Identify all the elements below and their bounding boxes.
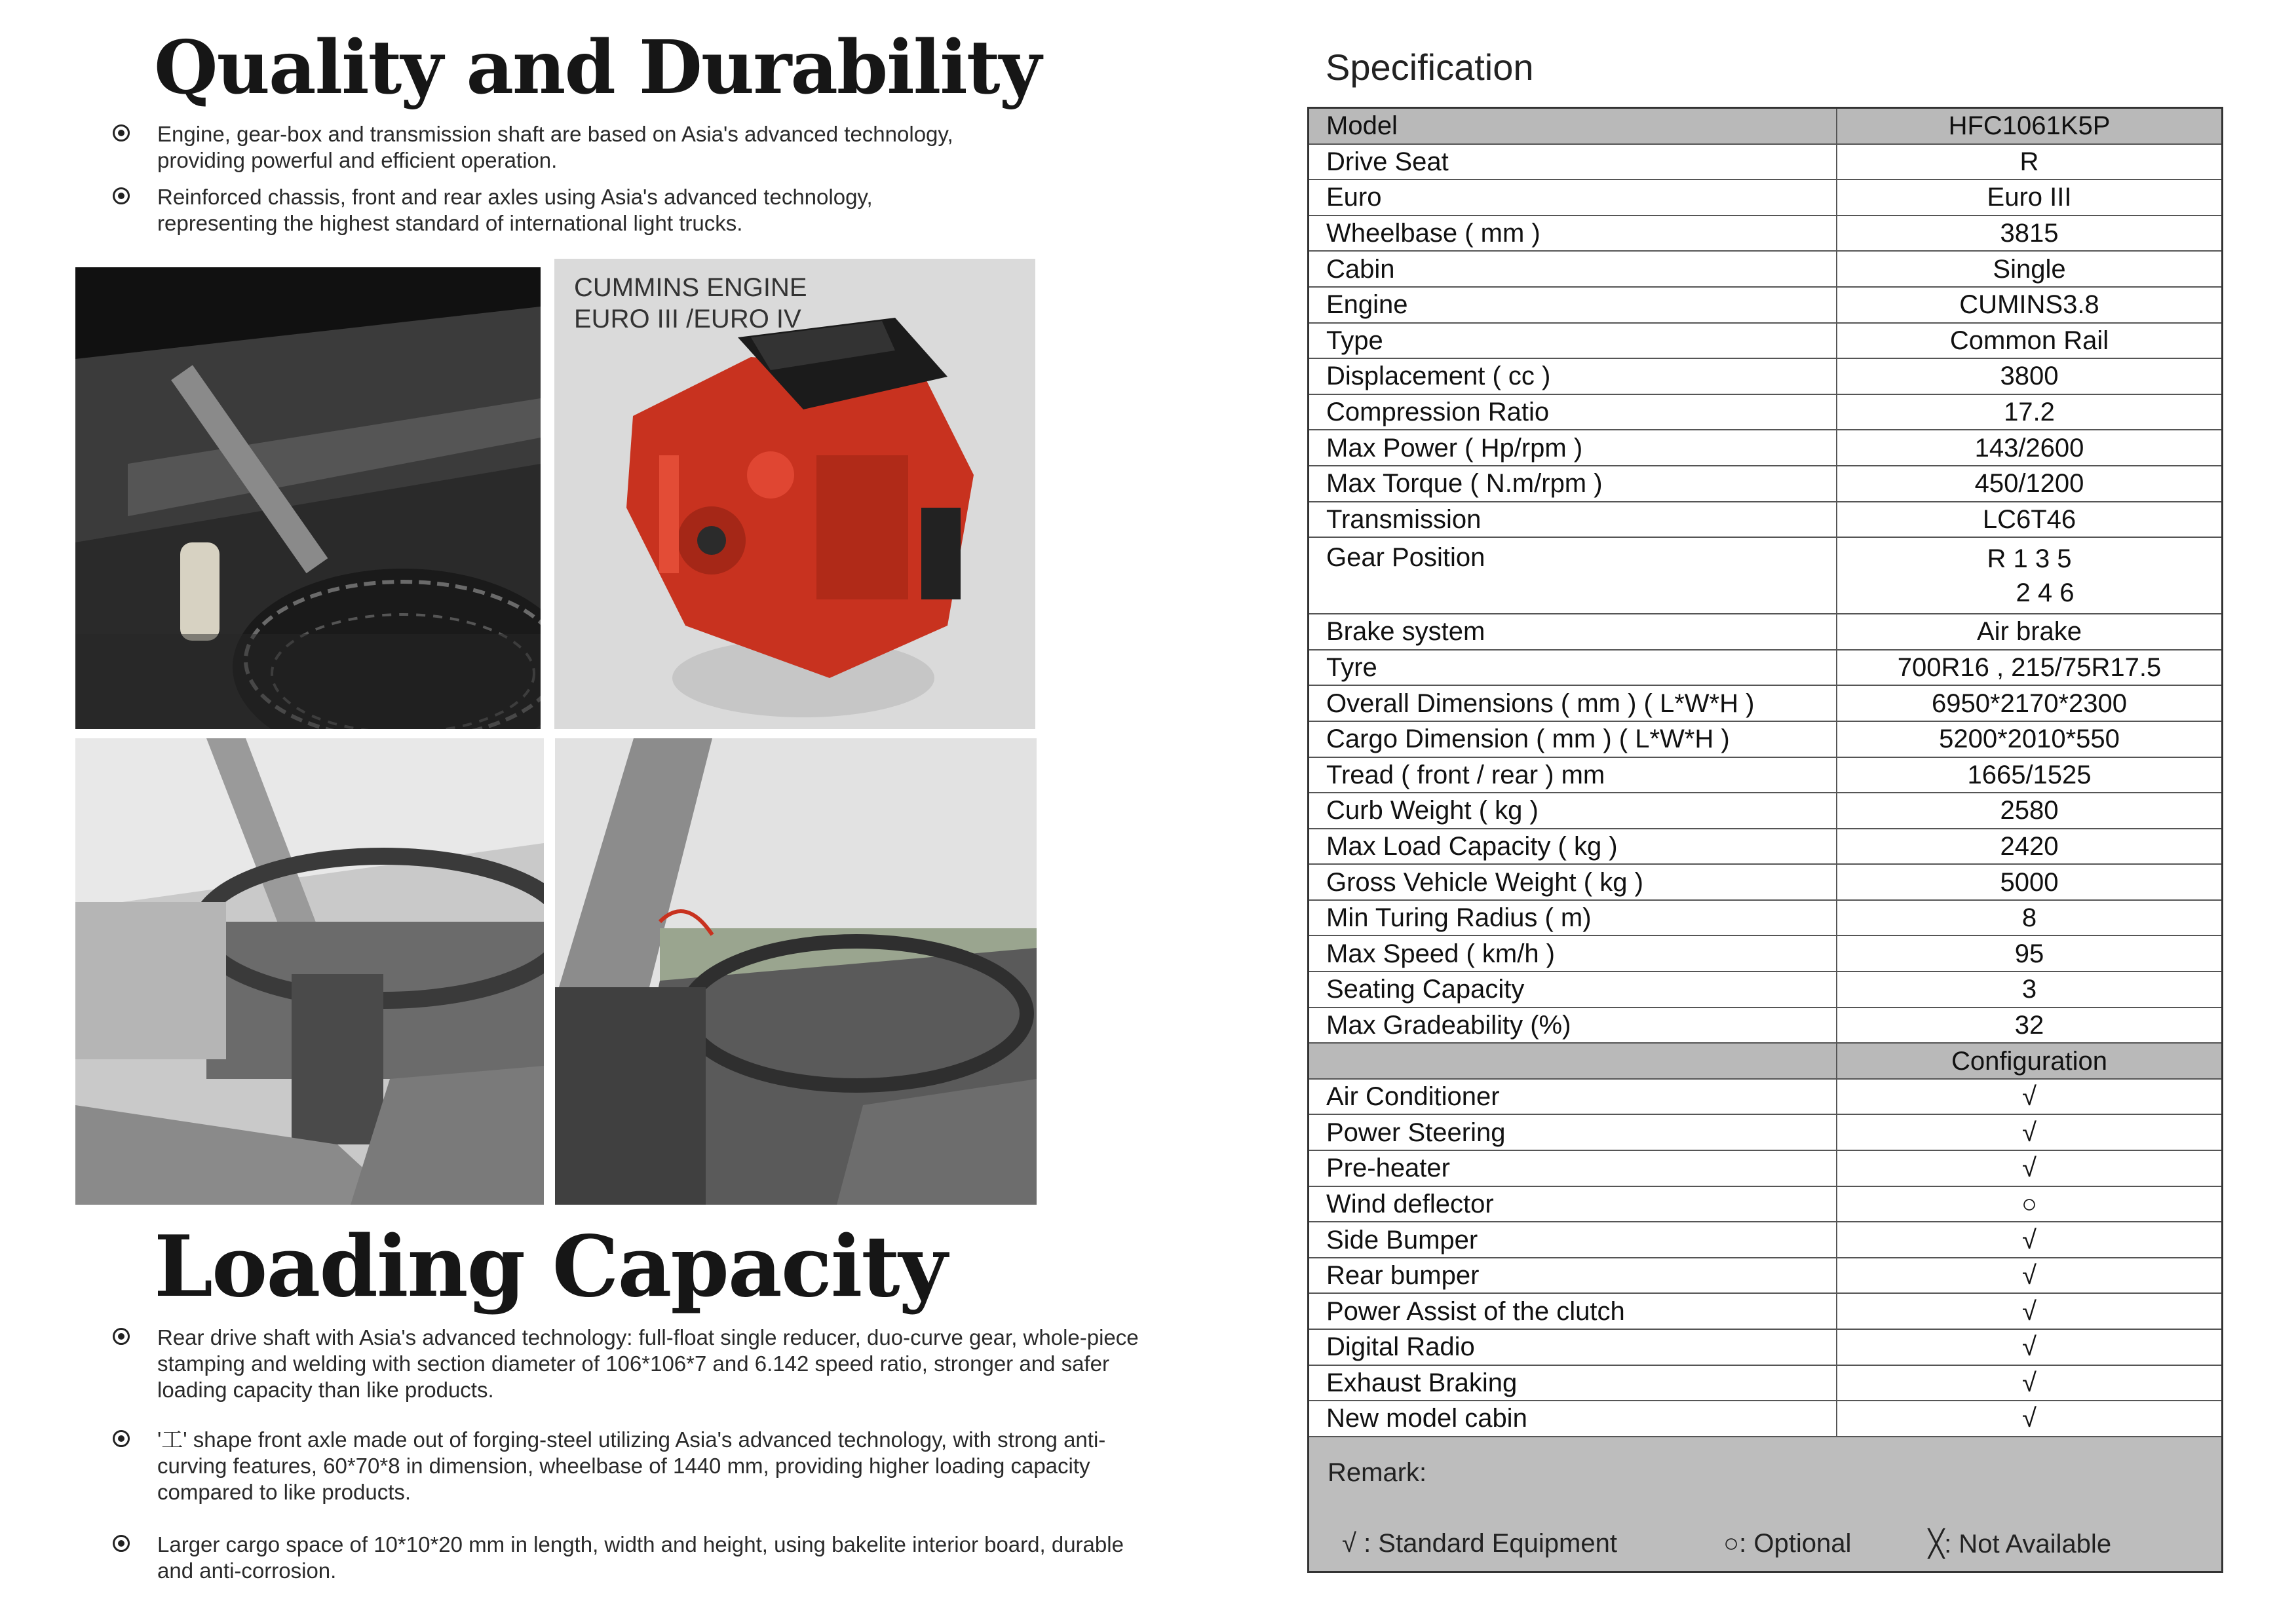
spec-row — [1309, 109, 2221, 144]
quality-bullet — [113, 184, 965, 236]
spec-row — [1309, 216, 2221, 252]
spec-table-box — [1307, 107, 2223, 1573]
engine-caption — [574, 272, 807, 335]
spec-label: Overall Dimensions ( mm ) ( L*W*H ) — [1309, 685, 1837, 721]
chassis-photo — [75, 267, 541, 729]
spec-value: 700R16 , 215/75R17.5 — [1837, 650, 2221, 686]
config-label: Exhaust Braking — [1309, 1365, 1837, 1401]
spec-row — [1309, 251, 2221, 287]
configuration-header: Configuration — [1837, 1043, 2221, 1079]
config-value: √ — [1837, 1114, 2221, 1150]
spec-row — [1309, 900, 2221, 936]
bullet-icon — [113, 1535, 130, 1552]
spec-label: Tyre — [1309, 650, 1837, 686]
spec-value: 8 — [1837, 900, 2221, 936]
spec-value: R — [1837, 144, 2221, 180]
spec-row — [1309, 179, 2221, 216]
spec-value: Euro III — [1837, 179, 2221, 216]
remark-box — [1309, 1437, 2221, 1571]
spec-value: 1665/1525 — [1837, 757, 2221, 793]
spec-label: Max Gradeability (%) — [1309, 1008, 1837, 1044]
gear-line-2: 2 4 6 — [2016, 578, 2075, 607]
loading-bullet-list — [113, 1325, 1161, 1584]
config-value: √ — [1837, 1401, 2221, 1437]
spec-label: Curb Weight ( kg ) — [1309, 793, 1837, 829]
spec-value: 450/1200 — [1837, 466, 2221, 502]
config-label: Air Conditioner — [1309, 1079, 1837, 1115]
spec-row — [1309, 1008, 2221, 1044]
spec-heading: Specification — [1326, 47, 1534, 88]
spec-row — [1309, 793, 2221, 829]
bullet-icon — [113, 1328, 130, 1345]
cab-interior-photo-right — [555, 738, 1037, 1205]
gear-line-1: R 1 3 5 — [1987, 544, 2072, 573]
spec-value: 32 — [1837, 1008, 2221, 1044]
config-label: Pre-heater — [1309, 1150, 1837, 1186]
bullet-icon — [113, 187, 130, 204]
config-row — [1309, 1293, 2221, 1329]
spec-row — [1309, 650, 2221, 686]
spec-value: 6950*2170*2300 — [1837, 685, 2221, 721]
config-value: √ — [1837, 1258, 2221, 1294]
configuration-header-row — [1309, 1043, 2221, 1079]
spec-label: Min Turing Radius ( m) — [1309, 900, 1837, 936]
spec-value: 17.2 — [1837, 394, 2221, 430]
spec-row — [1309, 935, 2221, 971]
spec-row — [1309, 394, 2221, 430]
spec-row — [1309, 502, 2221, 538]
config-value: √ — [1837, 1329, 2221, 1365]
spec-row — [1309, 971, 2221, 1008]
loading-bullet-text: Larger cargo space of 10*10*20 mm in length, width and height, using bakelite interior board, durable and anti-corrosion. — [157, 1532, 1124, 1583]
spec-row — [1309, 287, 2221, 323]
spec-row — [1309, 614, 2221, 650]
config-value: ○ — [1837, 1186, 2221, 1222]
spec-label: Max Speed ( km/h ) — [1309, 935, 1837, 971]
spec-label: Cargo Dimension ( mm ) ( L*W*H ) — [1309, 721, 1837, 757]
spec-label: Seating Capacity — [1309, 971, 1837, 1008]
spec-value: CUMINS3.8 — [1837, 287, 2221, 323]
spec-label: Drive Seat — [1309, 144, 1837, 180]
spec-label: Compression Ratio — [1309, 394, 1837, 430]
config-row — [1309, 1222, 2221, 1258]
spec-row — [1309, 721, 2221, 757]
spec-value: Single — [1837, 251, 2221, 287]
config-label: Digital Radio — [1309, 1329, 1837, 1365]
spec-value: 3 — [1837, 971, 2221, 1008]
config-row — [1309, 1114, 2221, 1150]
config-row — [1309, 1079, 2221, 1115]
config-row — [1309, 1258, 2221, 1294]
bullet-icon — [113, 1430, 130, 1447]
config-row — [1309, 1365, 2221, 1401]
spec-value: HFC1061K5P — [1837, 109, 2221, 144]
spec-label: Brake system — [1309, 614, 1837, 650]
spec-value: Air brake — [1837, 614, 2221, 650]
spec-value: 3800 — [1837, 358, 2221, 394]
spec-value: 3815 — [1837, 216, 2221, 252]
engine-caption-line1: CUMMINS ENGINE — [574, 273, 807, 302]
config-label: Side Bumper — [1309, 1222, 1837, 1258]
config-label: New model cabin — [1309, 1401, 1837, 1437]
legend-not-available: ╳: Not Available — [1928, 1529, 2112, 1558]
loading-bullet-text: '工' shape front axle made out of forging-steel utilizing Asia's advanced technology, with strong anti-curving features, 60*70*8 in dimension, wheelbase of 1440 mm, providing higher loading capacity compared to like products. — [157, 1427, 1106, 1504]
spec-label: Max Torque ( N.m/rpm ) — [1309, 466, 1837, 502]
spec-row — [1309, 323, 2221, 359]
spec-label: Transmission — [1309, 502, 1837, 538]
config-label: Power Steering — [1309, 1114, 1837, 1150]
spec-value: 2420 — [1837, 829, 2221, 865]
config-label: Wind deflector — [1309, 1186, 1837, 1222]
bullet-icon — [113, 124, 130, 141]
loading-bullet — [113, 1427, 1161, 1505]
spec-label: Tread ( front / rear ) mm — [1309, 757, 1837, 793]
spec-row — [1309, 466, 2221, 502]
spec-table — [1309, 109, 2221, 1437]
quality-bullet-text: Engine, gear-box and transmission shaft are based on Asia's advanced technology, providing powerful and efficient operation. — [157, 122, 953, 172]
loading-bullet-text: Rear drive shaft with Asia's advanced technology: full-float single reducer, duo-curve gear, whole-piece stamping and welding with section diameter of 106*106*7 and 6.142 speed ratio, stronger and safer loading capacity than like products. — [157, 1325, 1139, 1402]
quality-bullet-list — [113, 121, 965, 247]
spec-row — [1309, 829, 2221, 865]
config-label: Power Assist of the clutch — [1309, 1293, 1837, 1329]
config-row — [1309, 1401, 2221, 1437]
legend-standard-equipment: √ : Standard Equipment — [1342, 1528, 1617, 1558]
spec-label: Displacement ( cc ) — [1309, 358, 1837, 394]
spec-value: LC6T46 — [1837, 502, 2221, 538]
loading-title: Loading Capacity — [154, 1218, 946, 1316]
spec-label: Model — [1309, 109, 1837, 144]
config-row — [1309, 1150, 2221, 1186]
configuration-header-blank — [1309, 1043, 1837, 1079]
loading-bullet — [113, 1532, 1161, 1584]
spec-row — [1309, 864, 2221, 900]
spec-label: Gross Vehicle Weight ( kg ) — [1309, 864, 1837, 900]
spec-label: Wheelbase ( mm ) — [1309, 216, 1837, 252]
config-value: √ — [1837, 1222, 2221, 1258]
spec-value — [1837, 537, 2221, 614]
remark-label: Remark: — [1328, 1458, 1427, 1487]
spec-row — [1309, 144, 2221, 180]
engine-photo — [554, 259, 1035, 729]
spec-label: Max Load Capacity ( kg ) — [1309, 829, 1837, 865]
legend-optional: ○: Optional — [1723, 1528, 1852, 1558]
config-row — [1309, 1186, 2221, 1222]
spec-value: 143/2600 — [1837, 430, 2221, 466]
spec-row — [1309, 685, 2221, 721]
spec-label: Max Power ( Hp/rpm ) — [1309, 430, 1837, 466]
config-value: √ — [1837, 1293, 2221, 1329]
spec-value: 5000 — [1837, 864, 2221, 900]
quality-bullet — [113, 121, 965, 174]
config-label: Rear bumper — [1309, 1258, 1837, 1294]
spec-value: 5200*2010*550 — [1837, 721, 2221, 757]
cab-interior-photo-left — [75, 738, 544, 1205]
spec-label: Euro — [1309, 179, 1837, 216]
spec-value: Common Rail — [1837, 323, 2221, 359]
spec-label: Cabin — [1309, 251, 1837, 287]
spec-label: Type — [1309, 323, 1837, 359]
spec-value: 95 — [1837, 935, 2221, 971]
spec-row-gear-position — [1309, 537, 2221, 614]
spec-value: 2580 — [1837, 793, 2221, 829]
spec-label: Engine — [1309, 287, 1837, 323]
spec-row — [1309, 430, 2221, 466]
engine-caption-line2: EURO III /EURO IV — [574, 305, 801, 333]
quality-title: Quality and Durability — [154, 25, 1041, 111]
config-value: √ — [1837, 1079, 2221, 1115]
spec-label: Gear Position — [1309, 537, 1837, 614]
quality-bullet-text: Reinforced chassis, front and rear axles using Asia's advanced technology, representing the highest standard of international light trucks. — [157, 185, 873, 235]
config-row — [1309, 1329, 2221, 1365]
spec-row — [1309, 757, 2221, 793]
spec-row — [1309, 358, 2221, 394]
config-value: √ — [1837, 1365, 2221, 1401]
loading-bullet — [113, 1325, 1161, 1403]
config-value: √ — [1837, 1150, 2221, 1186]
